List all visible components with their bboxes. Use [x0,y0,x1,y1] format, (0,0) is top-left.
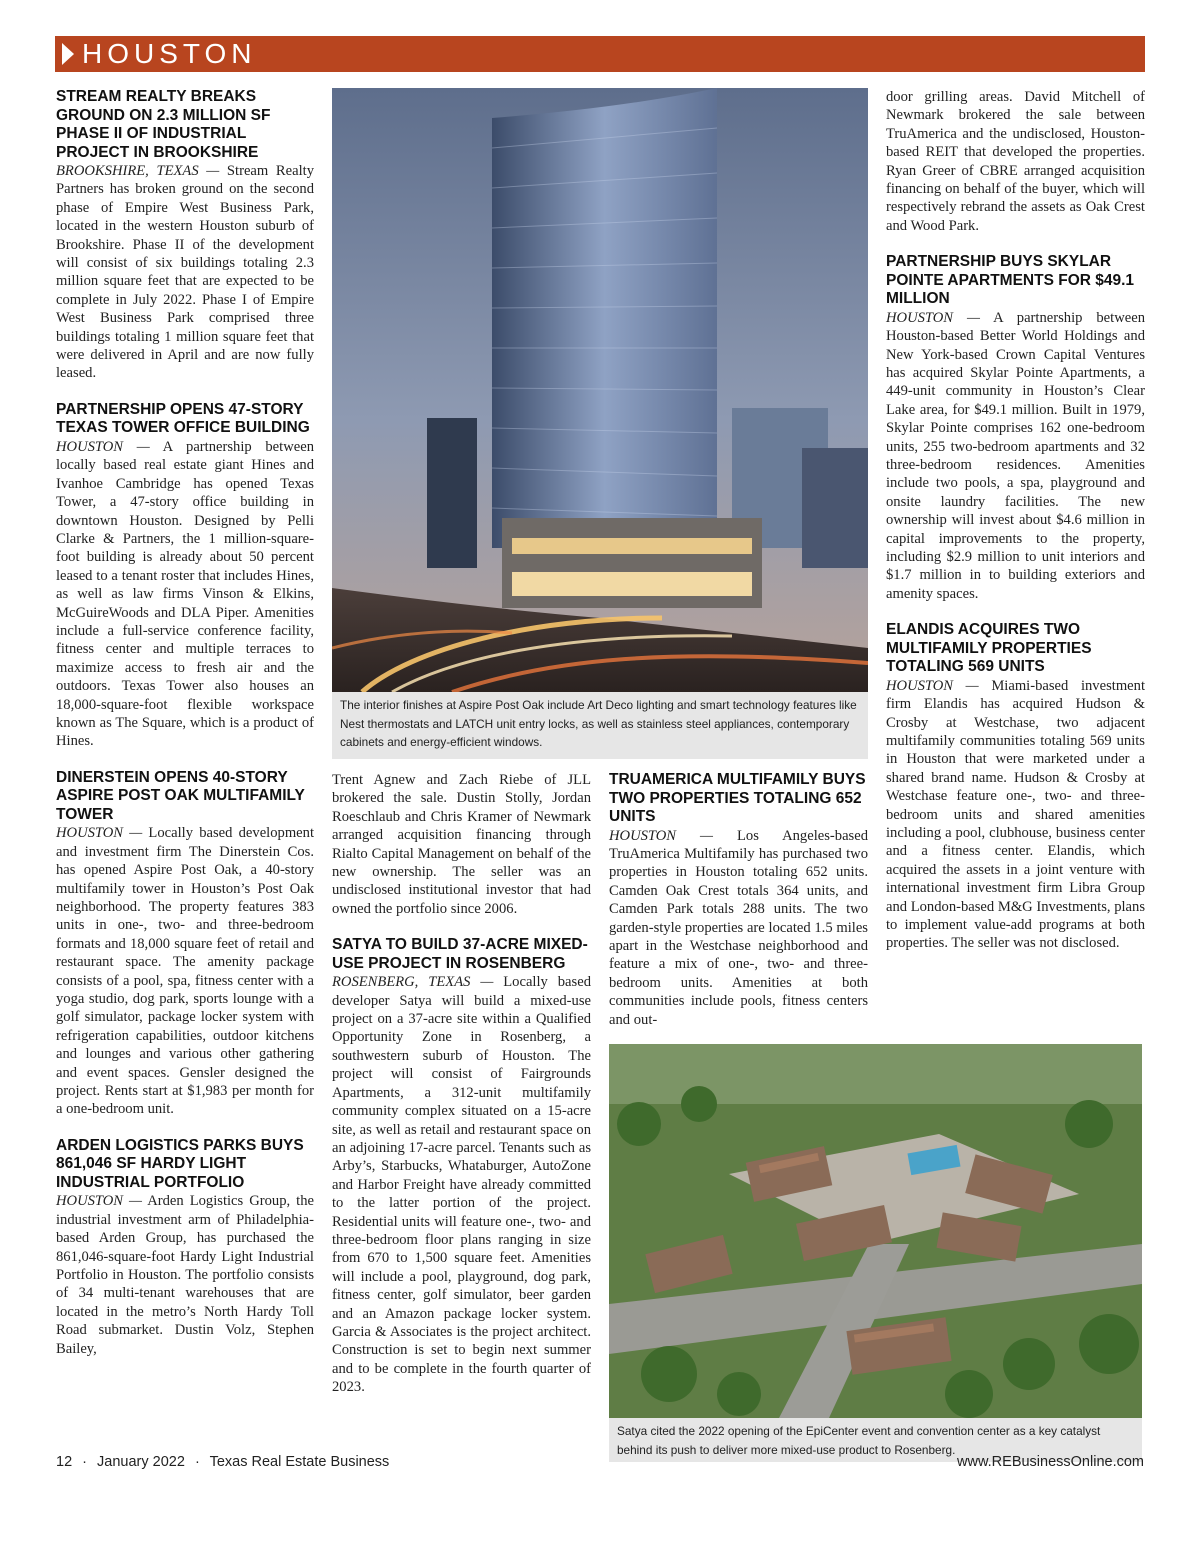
story-body [56,1192,314,1358]
separator: · [82,1454,88,1470]
tower-illustration [332,88,868,692]
story-truamerica [609,771,868,1029]
page-number: 12 [56,1454,73,1470]
story-body [609,827,868,1029]
story-body [886,677,1145,953]
dateline: HOUSTON — [56,438,150,455]
story-text: Locally based developer Satya will build a mixed-use project on a 37-acre site within a Qualified Opportunity Zone in Rosenberg, a southwestern suburb of Houston. The project will consist of Fairgrounds Apartments, a 312-unit multifamily community complex situated on a 15-acre site, as well as retail and restaurant space on an adjoining 17-acre parcel. Tenants such as Arby’s, Starbucks, Whataburger, AutoZone and Harbor Freight have already committed to the latter portion of the project. Residential units will feature one-, two- and three-bedroom floor plans ranging in size from 670 to 1,500 square feet. Amenities will include a pool, playground, dog park, fitness center, golf simulator, beer garden and an Amazon package locker system. Garcia & Associates is the project architect. Construction is set to begin next summer and to be complete in the fourth quarter of 2023. [332,974,591,1396]
separator: · [194,1454,200,1470]
column-2 [332,771,591,1415]
column-1 [56,88,314,1376]
story-satya [332,936,591,1396]
issue-date: January 2022 [97,1454,185,1470]
story-text: Miami-based investment firm Elandis has acquired Hudson & Crosby at Westchase, two adjacent multifamily communities totaling 569 units in Houston that were marketed under a shared brand name. Hudson & Crosby at Westchase feature one-, two- and three-bedroom units and shared amenities including a pool, clubhouse, business center and a fitness center. Elandis, which acquired the assets in a joint venture with international investment firm Libra Group and London-based M&G Investments, plans to implement value-add programs at both properties. The seller was not disclosed. [886,677,1146,952]
satya-aerial-photo [609,1044,1142,1418]
story-text: Arden Logistics Group, the industrial investment arm of Philadelphia-based Arden Group, has purchased the 861,046-square-foot Hardy Light Industrial Portfolio in Houston. The portfolio consists of 34 multi-tenant warehouses that are located in the metro’s North Hardy Toll Road submarket. Dustin Volz, Stephen Bailey, [56,1193,314,1357]
photo-caption: Satya cited the 2022 opening of the EpiCenter event and convention center as a key catalyst behind its push to deliver more mixed-use product to Rosenberg. [609,1418,1142,1462]
story-body [886,309,1145,604]
photo-caption: The interior finishes at Aspire Post Oak include Art Deco lighting and smart technology features like Nest thermostats and LATCH unit entry locks, as well as stainless steel appliances, contemporary cabinets and energy-efficient windows. [332,692,868,759]
headline: TRUAMERICA MULTIFAMILY BUYS TWO PROPERTIES TOTALING 652 UNITS [609,771,866,825]
headline: PARTNERSHIP OPENS 47-STORY TEXAS TOWER OFFICE BUILDING [56,400,310,437]
headline: STREAM REALTY BREAKS GROUND ON 2.3 MILLION SF PHASE II OF INDUSTRIAL PROJECT IN BROOKSHIRE [56,88,271,161]
story-text: A partnership between Houston-based Better World Holdings and New York-based Crown Capital Ventures has acquired Skylar Pointe Apartments, a 449-unit community in Houston’s Clear Lake area, for $49.1 million. Built in 1979, Skylar Pointe comprises 162 one-bedroom units, 255 two-bedroom apartments and 32 three-bedroom residences. Amenities include two pools, a spa, playground and onsite laundry facilities. The new ownership will invest about $4.6 million in capital improvements to the property, including $2.9 million to unit interiors and $1.7 million in to building exteriors and amenity spaces. [886,309,1145,602]
dateline: HOUSTON — [886,677,979,694]
story-body [56,438,314,751]
story-body [332,973,591,1396]
story-text: Los Angeles-based TruAmerica Multifamily has purchased two properties in Houston totaling 652 units. Camden Oak Crest totals 364 units, and Camden Park totals 288 units. The two garden-style properties are located 1.5 miles apart in the Westchase neighborhood and feature a mix of one-, two- and three-bedroom units. Amenities at both communities include pools, fitness centers and out- [609,827,868,1028]
headline: SATYA TO BUILD 37-ACRE MIXED-USE PROJECT IN ROSENBERG [332,936,588,972]
dateline: BROOKSHIRE, TEXAS — [56,163,220,179]
footer-left [56,1454,389,1470]
story-text: Locally based development and investment firm The Dinerstein Cos. has opened Aspire Post Oak, a 40-story multifamily tower in Houston’s Post Oak neighborhood. The property features 383 units in one-, two- and three-bedroom formats and 18,000 square feet of retail and restaurant space. The amenity package consists of a pool, spa, fitness center with a yoga studio, dog park, sports lounge with a golf simulator, package locker system with refrigeration capabilities, outdoor kitchens and lounges and various other gathering and event spaces. Gensler designed the project. Rents start at $1,983 per month for a one-bedroom unit. [56,825,314,1118]
headline: ARDEN LOGISTICS PARKS BUYS 861,046 SF HARDY LIGHT INDUSTRIAL PORTFOLIO [56,1136,304,1191]
dateline: HOUSTON — [609,827,714,844]
publication-name: Texas Real Estate Business [209,1454,390,1470]
column-3 [609,771,868,1047]
story-body [56,162,314,383]
story-text: A partnership between locally based real estate giant Hines and Ivanhoe Cambridge has opened Texas Tower, a 47-story office building in downtown Houston. Designed by Pelli Clarke & Partners, the 1 million-square-foot building is already about 50 percent leased to a tenant roster that includes Hines, as well as law firms Vinson & Elkins, McGuireWoods and DLA Piper. Amenities include a full-service conference facility, fitness center and multiple terraces to maximize access to fresh air and the outdoors. Texas Tower also houses an 18,000-square-foot flexible workspace known as The Square, which is a product of Hines. [56,438,314,750]
section-header [55,36,1145,72]
dateline: ROSENBERG, TEXAS — [332,974,494,991]
story-body [56,824,314,1119]
story-text: Stream Realty Partners has broken ground on the second phase of Empire West Business Park, located in the western Houston suburb of Brookshire. Phase II of the development will consist of six buildings totaling 2.3 million square feet that are expected to be complete in July 2022. Phase I of Empire West Business Park comprised three buildings totaling 1 million square feet that were delivered in April and are now fully leased. [56,163,315,382]
aerial-illustration [609,1044,1142,1418]
dateline: HOUSTON — [56,825,143,842]
section-name: HOUSTON [82,38,257,69]
story-text: door grilling areas. David Mitchell of Newmark brokered the sale between TruAmerica and the undisclosed, Houston-based REIT that developed the properties. Ryan Greer of CBRE arranged acquisition financing on behalf of the buyer, which will respectively rebrand the assets as Oak Crest and Wood Park. [886,89,1145,234]
headline: DINERSTEIN OPENS 40-STORY ASPIRE POST OAK MULTIFAMILY TOWER [56,768,305,823]
story-arden-logistics [56,1137,314,1358]
website-link[interactable]: www.REBusinessOnline.com [957,1454,1144,1470]
dateline: HOUSTON — [56,1193,143,1210]
story-aspire-post-oak [56,769,314,1119]
story-arden-continuation [332,771,591,918]
story-texas-tower [56,401,314,751]
story-stream-realty [56,88,314,383]
story-skylar-pointe [886,253,1145,603]
headline: PARTNERSHIP BUYS SKYLAR POINTE APARTMENTS FOR $49.1 MILLION [886,253,1135,308]
arrow-icon [62,43,74,65]
dateline: HOUSTON — [886,309,980,326]
story-truamerica-continuation [886,88,1145,235]
story-elandis [886,621,1145,953]
headline: ELANDIS ACQUIRES TWO MULTIFAMILY PROPERTIES TOTALING 569 UNITS [886,621,1092,676]
column-4 [886,88,1145,971]
story-text: Trent Agnew and Zach Riebe of JLL brokered the sale. Dustin Stolly, Jordan Roeschlaub and Chris Kramer of Newmark arranged acquisition financing through Rialto Capital Management on behalf of the new ownership. The seller was an undisclosed institutional investor that had owned the portfolio since 2006. [332,772,591,917]
aspire-post-oak-photo [332,88,868,692]
